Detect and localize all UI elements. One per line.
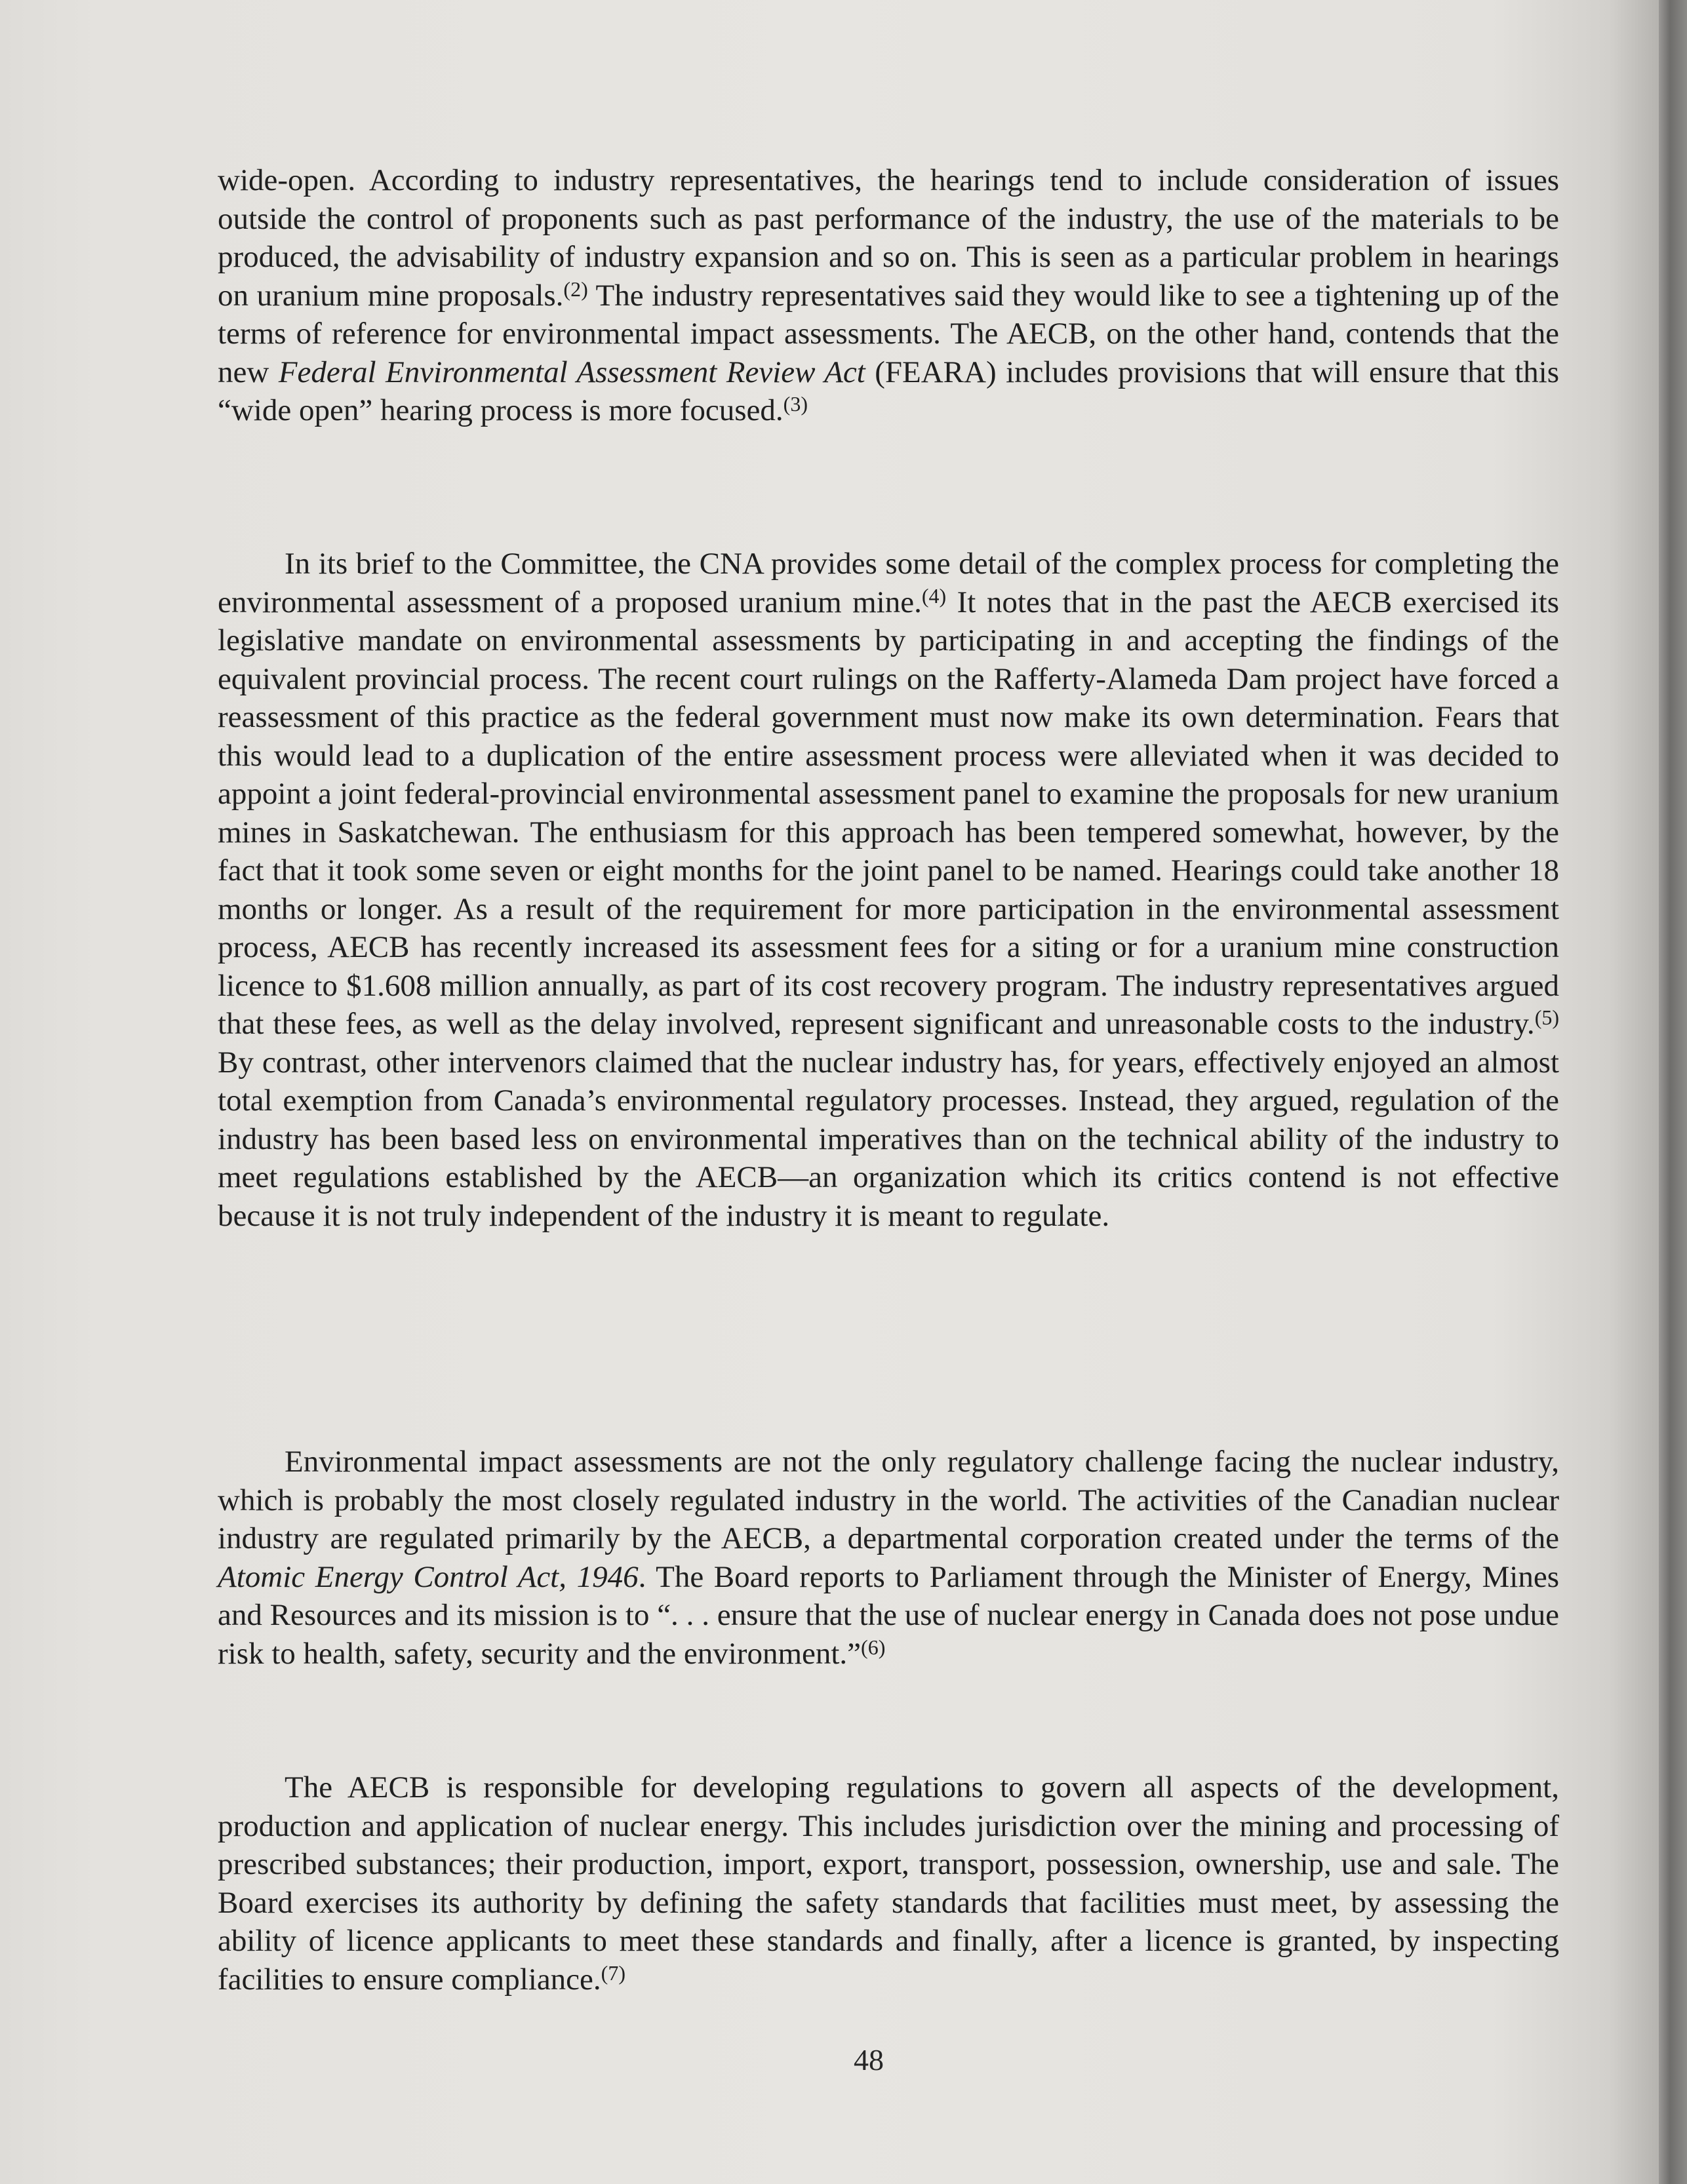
text-run: . The Board reports to Parliament through the Minister of Energy, Mines and Resources and its mission is to “. . . ensure that the use of nuclear energy in Canada does not pose undue risk to health, safety, security and the environment.” [218, 1559, 1559, 1671]
footnote-marker: (3) [783, 392, 808, 416]
footnote-marker: (6) [861, 1635, 886, 1659]
footnote-marker: (5) [1534, 1005, 1559, 1029]
text-run: The industry representatives said they would like to see a tightening up of the terms of reference for environmental impact assessments. The AECB, on the other hand, contends that the new [218, 278, 1559, 389]
paragraph-1 [218, 161, 1559, 430]
text-run: By contrast, other intervenors claimed that the nuclear industry has, for years, effectively enjoyed an almost total exemption from Canada’s environmental regulatory processes. Instead, they argued, regulation of the industry has been based less on environmental imperatives than on the technical ability of the industry to meet regulations established by the AECB—an organization which its critics contend is not effective because it is not truly independent of the industry it is meant to regulate. [218, 1045, 1559, 1233]
text-run: Environmental impact assessments are not the only regulatory challenge facing the nuclear industry, which is probably the most closely regulated industry in the world. The activities of the Canadian nuclear industry are regulated primarily by the AECB, a departmental corporation created under the terms of the [218, 1445, 1559, 1555]
footnote-marker: (4) [921, 583, 947, 608]
page-number: 48 [854, 2043, 884, 2077]
paragraph-2 [218, 545, 1559, 1235]
footnote-marker: (7) [601, 1960, 625, 1985]
paragraph-3 [218, 1443, 1559, 1673]
text-run: In its brief to the Committee, the CNA provides some detail of the complex process for completing the environmental assessment of a proposed uranium mine. [218, 547, 1559, 619]
italic-title: Federal Environmental Assessment Review Act [278, 355, 865, 389]
text-run: It notes that in the past the AECB exercised its legislative mandate on environmental assessments by participating in and accepting the findings of the equivalent provincial process. The recent court rulings on the Rafferty-Alameda Dam project have forced a reassessment of this practice as the federal government must now make its own determination. Fears that this would lead to a duplication of the entire assessment process were alleviated when it was decided to appoint a joint federal-provincial environmental assessment panel to examine the proposals for new uranium mines in Saskatchewan. The enthusiasm for this approach has been tempered somewhat, however, by the fact that it took some seven or eight months for the joint panel to be named. Hearings could take another 18 months or longer. As a result of the requirement for more participation in the environmental assessment process, AECB has recently increased its assessment fees for a siting or for a uranium mine construction licence to $1.608 million annually, as part of its cost recovery program. The industry representatives argued that these fees, as well as the delay involved, represent significant and unreasonable costs to the industry. [218, 585, 1559, 1041]
text-run: The AECB is responsible for developing regulations to govern all aspects of the development, production and application of nuclear energy. This includes jurisdiction over the mining and processing of prescribed substances; their production, import, export, transport, possession, ownership, use and sale. The Board exercises its authority by defining the safety standards that facilities must meet, by assessing the ability of licence applicants to meet these standards and finally, after a licence is granted, by inspecting facilities to ensure compliance. [218, 1770, 1559, 1997]
footnote-marker: (2) [563, 277, 588, 301]
paragraph-4 [218, 1768, 1559, 1999]
text-run: (FEARA) includes provisions that will ensure that this “wide open” hearing process is more focused. [218, 355, 1559, 427]
italic-title: Atomic Energy Control Act, 1946 [218, 1559, 639, 1594]
page-binding-edge [1659, 0, 1687, 2184]
text-run: wide-open. According to industry representatives, the hearings tend to include consideration of issues outside the control of proponents such as past performance of the industry, the use of the materials to be produced, the advisability of industry expansion and so on. This is seen as a particular problem in hearings on uranium mine proposals. [218, 163, 1559, 313]
